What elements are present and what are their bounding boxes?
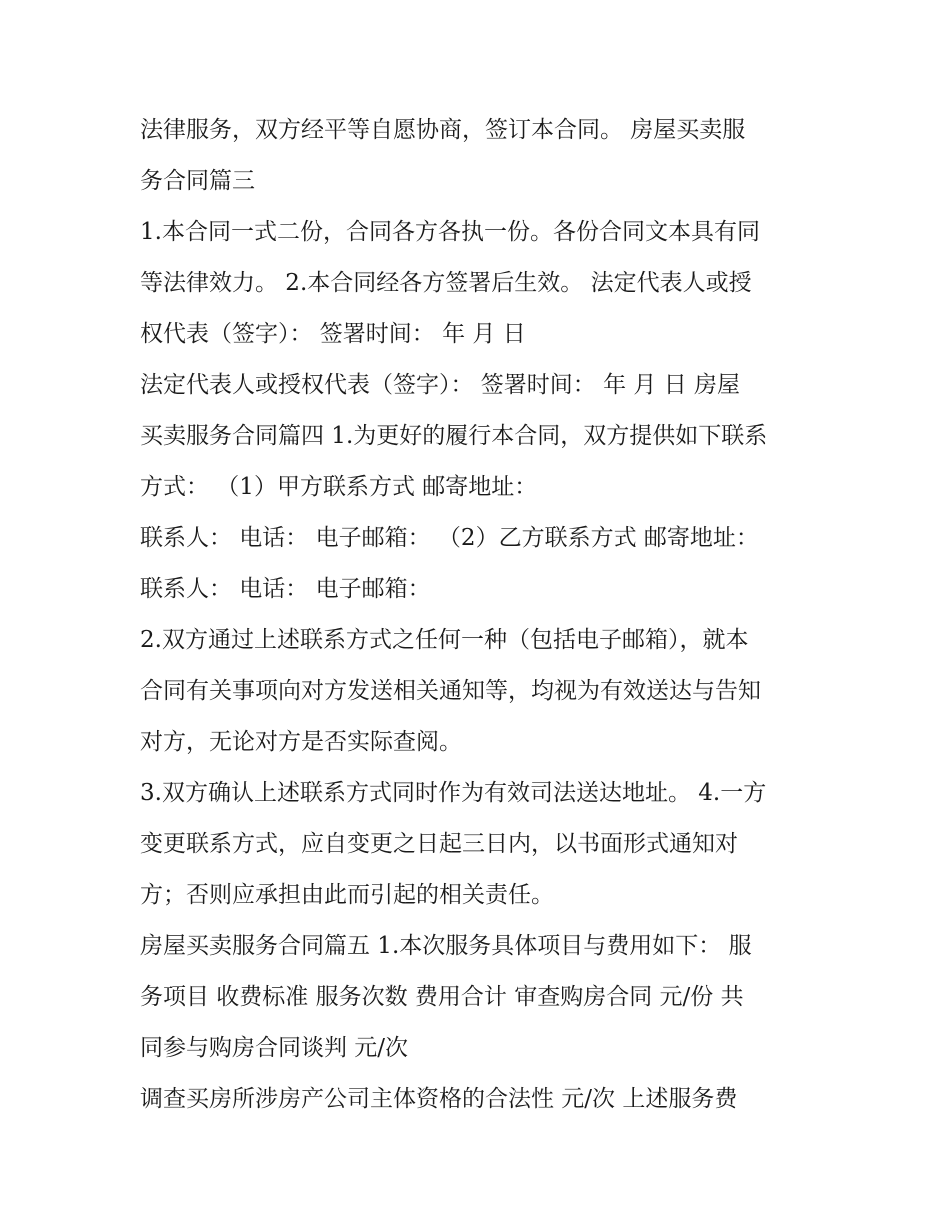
text-line: 1.本合同一式二份，合同各方各执一份。各份合同文本具有同 [140,219,760,245]
text-line: 同参与购房合同谈判 元/次 [140,1035,409,1061]
text-line: 方；否则应承担由此而引起的相关责任。 [140,882,554,908]
text-line: 务项目 收费标准 服务次数 费用合计 审查购房合同 元/份 共 [140,984,744,1010]
text-line: 务合同篇三 [140,168,255,194]
text-line: 联系人： 电话： 电子邮箱： （2）乙方联系方式 邮寄地址： [140,525,759,551]
text-line: 买卖服务合同篇四 1.为更好的履行本合同，双方提供如下联系 [140,423,768,449]
text-line: 3.双方确认上述联系方式同时作为有效司法送达地址。 4.一方 [140,780,767,806]
text-line: 合同有关事项向对方发送相关通知等，均视为有效送达与告知 [140,678,761,704]
text-line: 对方，无论对方是否实际查阅。 [140,729,462,755]
text-line: 等法律效力。 2.本合同经各方签署后生效。 法定代表人或授 [140,270,752,296]
text-line: 法定代表人或授权代表（签字）： 签署时间： 年 月 日 房屋 [140,372,741,398]
text-line: 2.双方通过上述联系方式之任何一种（包括电子邮箱），就本 [140,627,749,653]
text-line: 调查买房所涉房产公司主体资格的合法性 元/次 上述服务费 [140,1086,738,1112]
text-line: 变更联系方式，应自变更之日起三日内，以书面形式通知对 [140,831,738,857]
text-line: 方式： （1）甲方联系方式 邮寄地址： [140,474,538,500]
document-body [140,105,820,1125]
text-line: 权代表（签字）： 签署时间： 年 月 日 [140,321,526,347]
text-line: 法律服务，双方经平等自愿协商，签订本合同。 房屋买卖服 [140,117,746,143]
text-line: 联系人： 电话： 电子邮箱： [140,576,431,602]
text-line: 房屋买卖服务合同篇五 1.本次服务具体项目与费用如下： 服 [140,933,752,959]
